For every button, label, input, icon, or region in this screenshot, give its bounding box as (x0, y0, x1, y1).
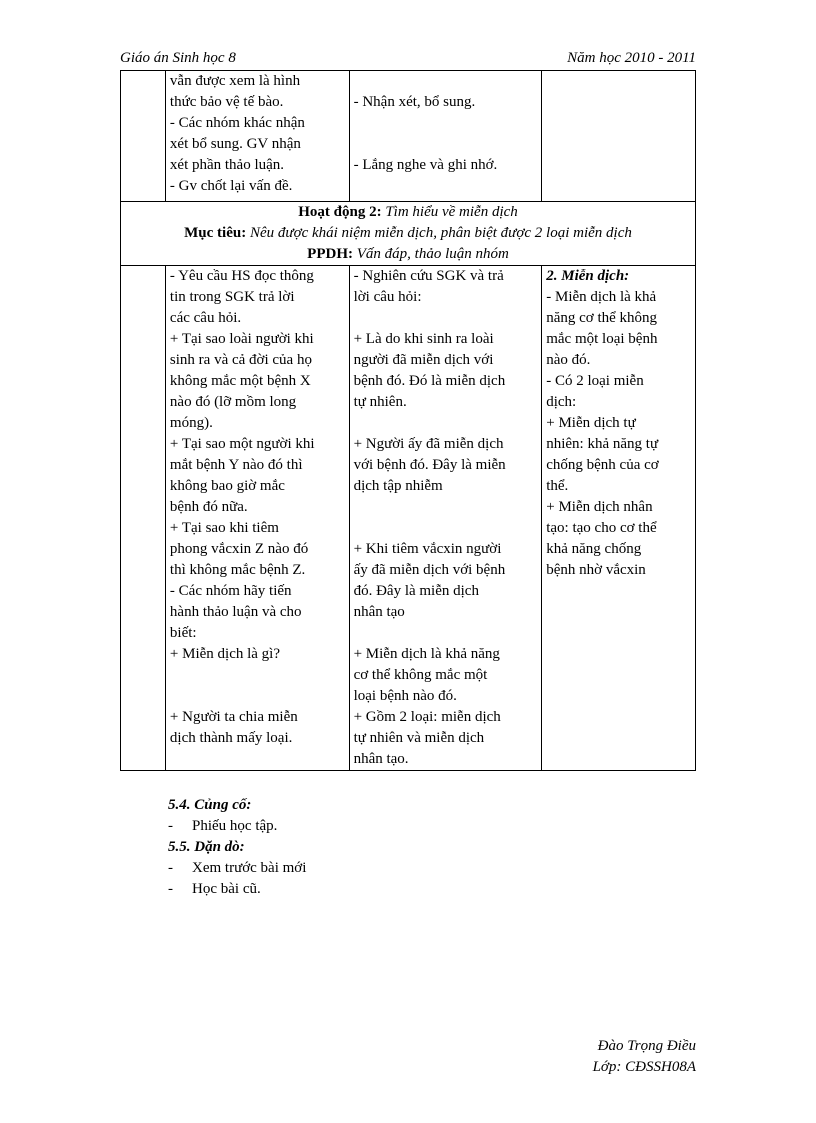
text-line: vẫn được xem là hình (169, 73, 301, 89)
list-item: - Phiếu học tập. (168, 816, 306, 837)
text-line: - Yêu cầu HS đọc thông (169, 268, 314, 284)
teacher-activity-cell (165, 71, 349, 202)
text-line: - Gv chốt lại vấn đề. (169, 178, 293, 194)
text-line: thì không mắc bệnh Z. (169, 562, 306, 578)
activity-header (121, 202, 696, 266)
text-line: loại bệnh nào đó. (353, 688, 457, 704)
text-line: năng cơ thể không (546, 310, 658, 326)
text-line: - Nghiên cứu SGK và trả (353, 268, 504, 284)
text-line: dịch thành mấy loại. (169, 730, 293, 746)
text-line: + Miễn dịch tự (546, 415, 636, 431)
text-line: + Miễn dịch là khả năng (353, 646, 500, 662)
homework-heading: 5.5. Dặn dò: (168, 839, 245, 855)
text-line: - Các nhóm khác nhận (169, 115, 305, 131)
list-item-text: Xem trước bài mới (192, 860, 307, 876)
text-line: - Nhận xét, bổ sung. (353, 94, 476, 110)
header-school-year: Năm học 2010 - 2011 (567, 50, 696, 66)
text-line: biết: (169, 625, 197, 641)
table-cell (121, 71, 166, 202)
text-line: tự nhiên. (353, 394, 407, 410)
activity-title: Tìm hiểu về miễn dịch (385, 204, 518, 220)
text-line: nhân tạo. (353, 751, 409, 767)
text-line: nào đó. (546, 352, 591, 368)
text-line: - Các nhóm hãy tiến (169, 583, 292, 599)
text-line: các câu hỏi. (169, 310, 242, 326)
text-line: + Gồm 2 loại: miễn dịch (353, 709, 501, 725)
content-title: 2. Miễn dịch: (546, 268, 630, 284)
text-line: dịch tập nhiễm (353, 478, 443, 494)
teacher-activity-cell (165, 266, 349, 771)
text-line: tự nhiên và miễn dịch (353, 730, 485, 746)
text-line: - Có 2 loại miễn (546, 373, 644, 389)
header-subject: Giáo án Sinh học 8 (120, 50, 236, 66)
author-class: Lớp: CĐSSH08A (592, 1059, 696, 1075)
text-line: mắt bệnh Y nào đó thì (169, 457, 303, 473)
text-line: xét phần thảo luận. (169, 157, 285, 173)
student-activity-cell (349, 266, 542, 771)
text-line: phong vắcxin Z nào đó (169, 541, 309, 557)
signature (593, 1036, 696, 1078)
text-line: không mắc một bệnh X (169, 373, 311, 389)
method-text: Vấn đáp, thảo luận nhóm (356, 246, 509, 262)
list-item-text: Phiếu học tập. (192, 818, 278, 834)
student-activity-cell (349, 71, 542, 202)
text-line: nào đó (lỡ mồm long (169, 394, 297, 410)
text-line: chống bệnh của cơ (546, 457, 659, 473)
text-line: với bệnh đó. Đây là miễn (353, 457, 506, 473)
text-line: hành thảo luận và cho (169, 604, 302, 620)
text-line: - Lắng nghe và ghi nhớ. (353, 157, 498, 173)
text-line: xét bổ sung. GV nhận (169, 136, 301, 152)
text-line: + Người ta chia miễn (169, 709, 298, 725)
lesson-table (120, 70, 696, 771)
text-line: bệnh đó nữa. (169, 499, 248, 515)
text-line: - Miễn dịch là khả (546, 289, 657, 305)
text-line: nhân tạo (353, 604, 405, 620)
table-row (121, 71, 696, 202)
list-item: - Xem trước bài mới (168, 858, 306, 879)
text-line: + Miễn dịch nhân (546, 499, 653, 515)
text-line: người đã miễn dịch với (353, 352, 494, 368)
text-line: nhiên: khả năng tự (546, 436, 659, 452)
goal-text: Nêu được khái niệm miễn dịch, phân biệt được 2 loại miễn dịch (249, 225, 632, 241)
text-line: mắc một loại bệnh (546, 331, 658, 347)
text-line: sinh ra và cả đời của họ (169, 352, 312, 368)
text-line: cơ thể không mắc một (353, 667, 488, 683)
text-line: khả năng chống (546, 541, 642, 557)
text-line: + Tại sao khi tiêm (169, 520, 279, 536)
text-line: lời câu hỏi: (353, 289, 422, 305)
table-cell (121, 266, 166, 771)
author-name: Đào Trọng Điều (597, 1038, 696, 1054)
text-line: tin trong SGK trả lời (169, 289, 295, 305)
content-cell (542, 71, 696, 202)
text-line: + Là do khi sinh ra loài (353, 331, 494, 347)
text-line: bệnh đó. Đó là miễn dịch (353, 373, 506, 389)
text-line: thức bảo vệ tế bào. (169, 94, 284, 110)
goal-label: Mục tiêu: (184, 225, 247, 241)
text-line: + Tại sao loài người khi (169, 331, 314, 347)
text-line: không bao giờ mắc (169, 478, 285, 494)
list-item: - Học bài cũ. (168, 879, 306, 900)
consolidate-heading: 5.4. Củng cố: (168, 797, 252, 813)
activity-header-row (121, 202, 696, 266)
text-line: + Khi tiêm vắcxin người (353, 541, 502, 557)
text-line: + Miễn dịch là gì? (169, 646, 281, 662)
activity-title-label: Hoạt động 2: (298, 204, 382, 220)
text-line: ấy đã miễn dịch với bệnh (353, 562, 506, 578)
text-line: đó. Đây là miễn dịch (353, 583, 479, 599)
text-line: móng). (169, 415, 213, 431)
table-row (121, 266, 696, 771)
text-line: thể. (546, 478, 569, 494)
text-line: + Người ấy đã miễn dịch (353, 436, 504, 452)
method-label: PPDH: (307, 246, 353, 262)
text-line: dịch: (546, 394, 577, 410)
text-line: bệnh nhờ vắcxin (546, 562, 646, 578)
list-item-text: Học bài cũ. (192, 881, 261, 897)
closing-sections (168, 795, 306, 900)
content-cell (542, 266, 696, 771)
text-line: + Tại sao một người khi (169, 436, 315, 452)
text-line: tạo: tạo cho cơ thể (546, 520, 657, 536)
